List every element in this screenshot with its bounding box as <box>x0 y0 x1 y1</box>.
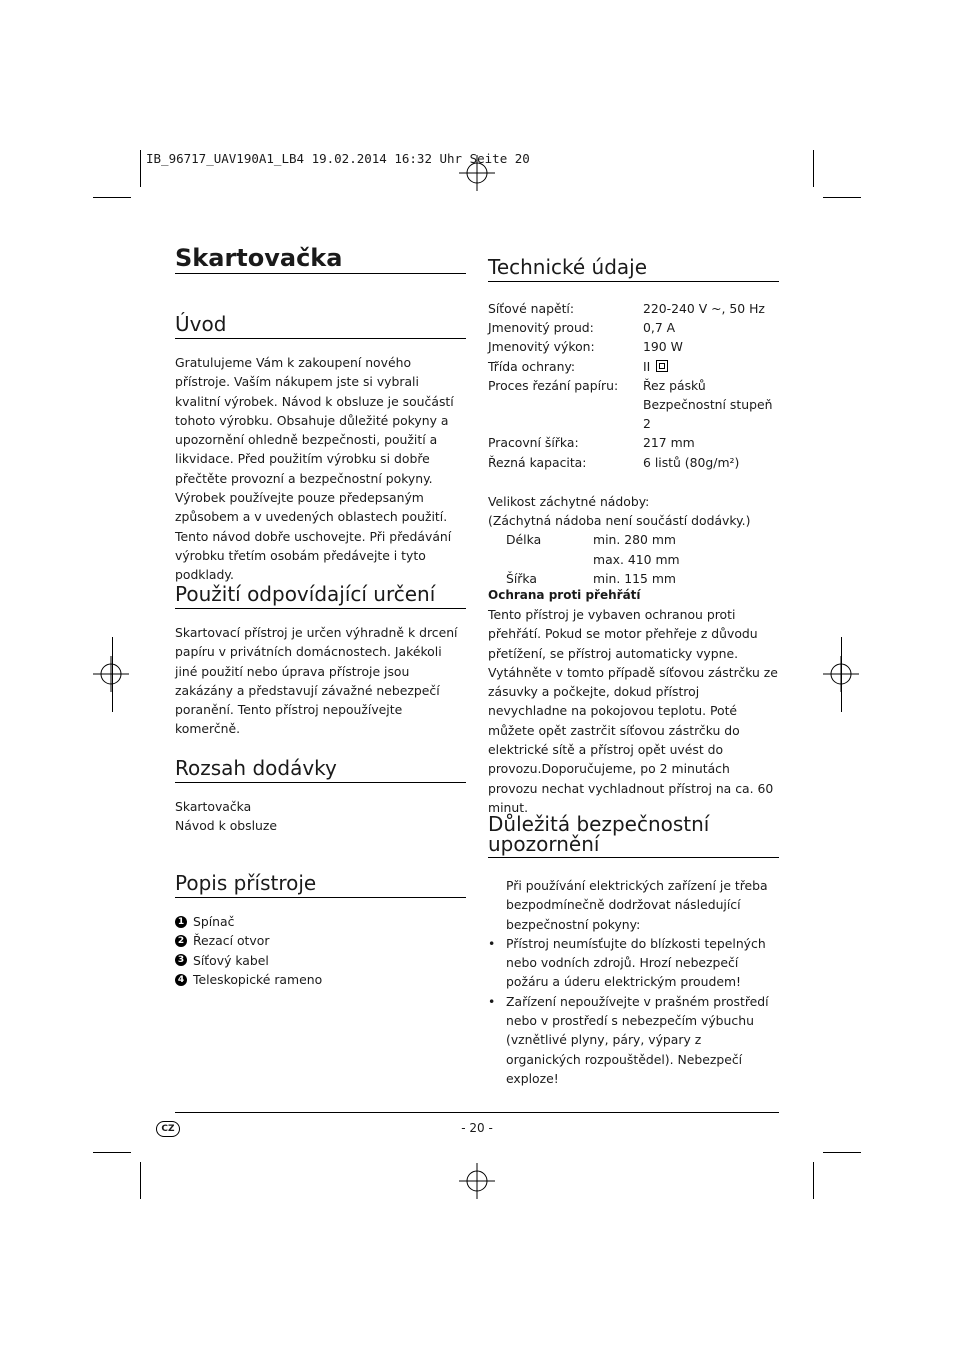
crop-mark <box>140 150 141 187</box>
country-badge: CZ <box>156 1121 180 1137</box>
crop-mark <box>140 1162 141 1199</box>
bullet-icon: • <box>488 993 496 1009</box>
bullet-icon: • <box>488 935 496 951</box>
intro-section <box>175 313 466 585</box>
crop-mark <box>813 1162 814 1199</box>
document-title: Skartovačka <box>175 246 466 274</box>
registration-mark-icon <box>459 1163 495 1199</box>
technical-section <box>488 256 779 588</box>
table-row: Jmenovitý proud: 0,7 A <box>488 320 676 336</box>
crop-mark <box>112 637 113 712</box>
part-label: Řezací otvor <box>193 933 270 949</box>
crop-mark <box>813 150 814 187</box>
safety-intro: Při používání elektrických zařízení je třeba bezpodmínečně dodržovat následující bezpečnostní pokyny: <box>506 878 768 932</box>
document-title-block <box>175 246 466 274</box>
intended-use-section <box>175 583 466 739</box>
crop-mark <box>823 1152 861 1153</box>
delivery-item: Návod k obsluze <box>175 818 278 834</box>
list-item <box>175 931 466 950</box>
overheat-section <box>488 586 779 817</box>
number-badge-icon: 3 <box>175 954 187 966</box>
list-item: • Zařízení nepoužívejte v prašném prostředí nebo v prostředí s nebezpečím výbuchu (vznětlivé plyny, páry, výpary z organických rozpouštědel). Nebezpečí exploze! <box>488 992 779 1088</box>
registration-mark-icon <box>93 656 129 692</box>
crop-mark <box>93 197 131 198</box>
number-badge-icon: 4 <box>175 974 187 986</box>
spec-table <box>488 299 779 472</box>
footer-rule <box>175 1112 779 1113</box>
number-badge-icon: 1 <box>175 916 187 928</box>
safety-section <box>488 814 779 1088</box>
table-row: max. 410 mm <box>593 551 680 567</box>
crop-mark <box>93 1152 131 1153</box>
part-label: Síťový kabel <box>193 952 269 968</box>
part-label: Spínač <box>193 914 235 929</box>
table-row: Proces řezání papíru: Řez pásků Bezpečnostní stupeň 2 <box>488 377 773 432</box>
table-row: Šířka min. 115 mm <box>506 571 676 587</box>
overheat-text: Tento přístroj je vybaven ochranou proti přehřátí. Pokud se motor přehřeje z důvodu přetížení, se přístroj automaticky vypne. Vytáhněte v tomto případě síťovou zástrčku ze zásuvky a počkejte, dokud přístroj nevychladne na pokojovou teplotu. Poté můžete opět zastrčit síťovou zástrčku do elektrické sítě a přístroj opět uvést do provozu.Doporučujeme, po 2 minutách provozu nechat vychladnout přístroj na ca. 60 minut. <box>488 607 778 815</box>
safety-heading: Důležitá bezpečnostní upozornění <box>488 814 779 858</box>
print-slug: IB_96717_UAV190A1_LB4 19.02.2014 16:32 Uhr Seite 20 <box>146 151 530 166</box>
description-section <box>175 872 466 989</box>
table-row: Síťové napětí: 220-240 V ~, 50 Hz <box>488 301 765 316</box>
description-heading: Popis přístroje <box>175 872 466 898</box>
table-row: Třída ochrany: II <box>488 357 779 376</box>
table-row: Pracovní šířka: 217 mm <box>488 435 695 451</box>
bin-intro: Velikost záchytné nádoby: <box>488 493 650 509</box>
bin-note: (Záchytná nádoba není součástí dodávky.) <box>488 513 751 529</box>
crop-mark <box>823 197 861 198</box>
list-item <box>175 912 466 931</box>
crop-mark <box>841 637 842 712</box>
table-row: Délka min. 280 mm <box>506 532 676 548</box>
table-row: Jmenovitý výkon: 190 W <box>488 339 683 355</box>
parts-list <box>175 912 466 989</box>
list-item: • Přístroj neumísťujte do blízkosti tepelných nebo vodních zdrojů. Hrozí nebezpečí požáru a úderu elektrickým proudem! <box>488 934 779 992</box>
list-item <box>175 970 466 989</box>
technical-heading: Technické údaje <box>488 256 779 282</box>
intro-heading: Úvod <box>175 313 466 339</box>
bin-table <box>488 530 779 588</box>
intended-use-heading: Použití odpovídající určení <box>175 583 466 609</box>
intended-use-text: Skartovací přístroj je určen výhradně k drcení papíru v privátních domácnostech. Jakékoli jiné použití nebo úprava přístroje jsou zakázány a představují závažné nebezpečí poranění. Tento přístroj nepoužívejte komerčně. <box>175 625 458 737</box>
delivery-item: Skartovačka <box>175 799 252 814</box>
registration-mark-icon <box>459 155 495 191</box>
protection-class-ii-icon <box>656 360 668 372</box>
table-row: Řezná kapacita: 6 listů (80g/m²) <box>488 454 740 470</box>
delivery-section <box>175 757 466 836</box>
intro-text: Gratulujeme Vám k zakoupení nového přístroje. Vaším nákupem jste si vybrali kvalitní výrobek. Návod k obsluze je součástí tohoto výrobku. Obsahuje důležité pokyny a upozornění ohledně bezpečnosti, použití a likvidace. Před použitím výrobku si dobře přečtěte provozní a bezpečnostní pokyny. Výrobek používejte pouze předepsaným způsobem a v uvedených oblastech použití. Tento návod dobře uschovejte. Při předávání výrobku třetím osobám předávejte i tyto podklady. <box>175 355 454 583</box>
page-number: - 20 - <box>461 1121 493 1135</box>
overheat-heading: Ochrana proti přehřátí <box>488 588 641 602</box>
part-label: Teleskopické rameno <box>193 971 323 987</box>
number-badge-icon: 2 <box>175 935 187 947</box>
delivery-heading: Rozsah dodávky <box>175 757 466 783</box>
list-item <box>175 951 466 970</box>
